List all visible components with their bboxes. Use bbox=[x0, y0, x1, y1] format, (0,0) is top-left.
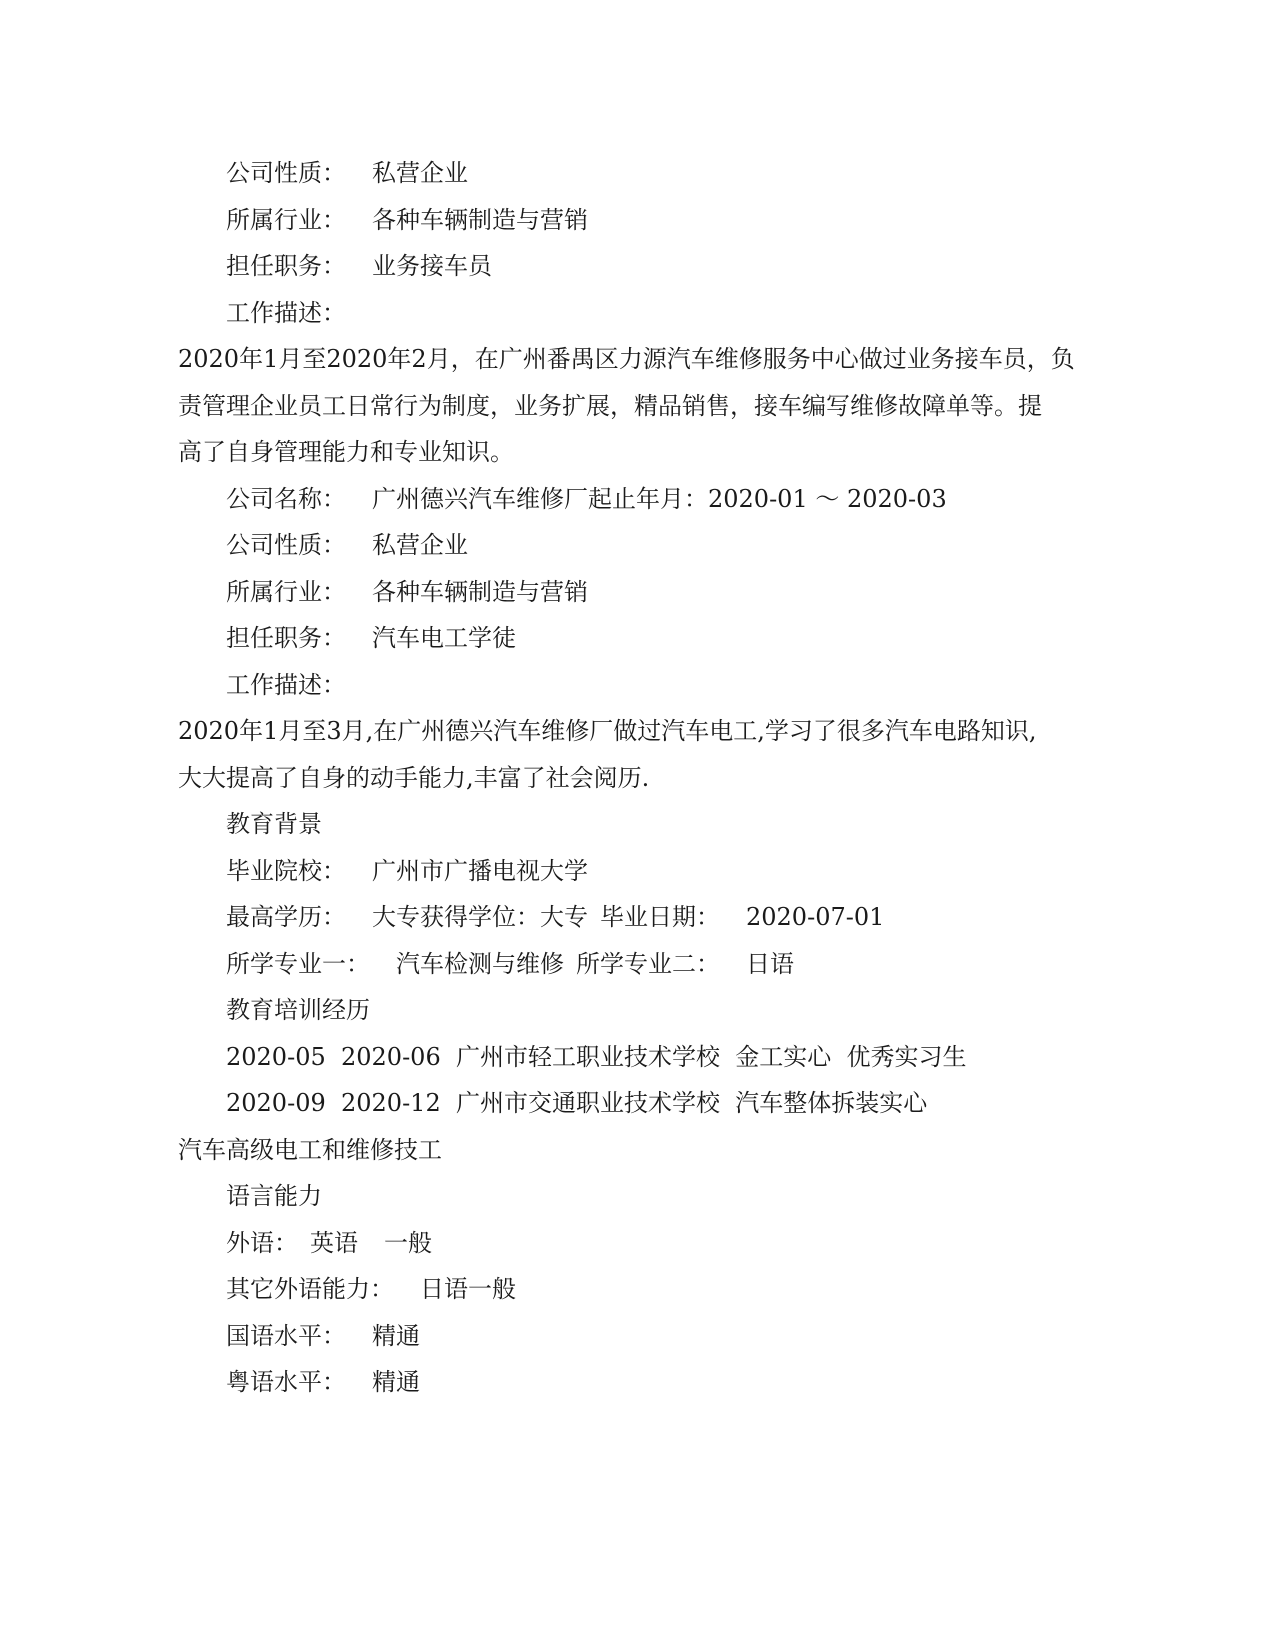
education-major1-label: 所学专业一： bbox=[226, 949, 370, 978]
job1-nature-value: 私营企业 bbox=[372, 159, 468, 187]
education-heading: 教育背景 bbox=[226, 810, 322, 838]
education-major-row bbox=[178, 941, 1058, 988]
job1-industry-label: 所属行业： bbox=[226, 205, 346, 234]
job2-nature-value: 私营企业 bbox=[372, 531, 468, 559]
language-mandarin-label: 国语水平： bbox=[226, 1321, 346, 1350]
job2-position-value: 汽车电工学徒 bbox=[372, 624, 516, 652]
job2-nature-label: 公司性质： bbox=[226, 531, 346, 559]
language-foreign-level: 一般 bbox=[384, 1228, 432, 1257]
job1-industry-row bbox=[178, 197, 1058, 244]
job2-industry-row bbox=[178, 569, 1058, 616]
job1-nature-row bbox=[178, 150, 1058, 197]
education-major2-value: 日语 bbox=[746, 949, 794, 978]
job2-company-label: 公司名称： bbox=[226, 484, 346, 513]
job2-desc-label: 工作描述： bbox=[226, 670, 346, 699]
language-foreign-label: 外语： bbox=[226, 1228, 298, 1257]
job1-desc-label: 工作描述： bbox=[226, 298, 346, 327]
education-grad-label: 毕业日期： bbox=[600, 903, 720, 931]
language-cantonese-label: 粤语水平： bbox=[226, 1368, 346, 1396]
job2-company-value: 广州德兴汽车维修厂起止年月：2020-01 ～ 2020-03 bbox=[372, 484, 947, 513]
job2-company-row bbox=[178, 476, 1058, 523]
job1-industry-value: 各种车辆制造与营销 bbox=[372, 205, 588, 234]
education-degree-label: 最高学历： bbox=[226, 903, 346, 931]
language-mandarin-row bbox=[178, 1313, 1058, 1360]
language-heading: 语言能力 bbox=[226, 1182, 322, 1210]
education-degree-row bbox=[178, 894, 1058, 941]
job2-industry-label: 所属行业： bbox=[226, 577, 346, 606]
job2-position-row bbox=[178, 615, 1058, 662]
training-continuation: 汽车高级电工和维修技工 bbox=[178, 1135, 442, 1164]
training-heading: 教育培训经历 bbox=[226, 996, 370, 1024]
language-other-value: 日语一般 bbox=[420, 1275, 516, 1303]
education-school-label: 毕业院校： bbox=[226, 856, 346, 885]
language-mandarin-value: 精通 bbox=[372, 1321, 420, 1350]
job1-position-value: 业务接车员 bbox=[372, 252, 492, 280]
education-degree-value: 大专获得学位：大专 bbox=[372, 903, 588, 931]
education-major1-value: 汽车检测与维修 bbox=[396, 949, 564, 978]
job2-industry-value: 各种车辆制造与营销 bbox=[372, 577, 588, 606]
language-other-label: 其它外语能力： bbox=[226, 1275, 394, 1303]
language-foreign-lang: 英语 bbox=[310, 1228, 358, 1257]
job1-position-row bbox=[178, 243, 1058, 290]
job2-desc-line: 大大提高了自身的动手能力,丰富了社会阅历. bbox=[178, 763, 650, 792]
language-other-row bbox=[178, 1266, 1058, 1313]
job1-desc-line: 高了自身管理能力和专业知识。 bbox=[178, 438, 514, 466]
job2-position-label: 担任职务： bbox=[226, 624, 346, 652]
training-entry: 2020-05 2020-06 广州市轻工职业技术学校 金工实心 优秀实习生 bbox=[226, 1042, 967, 1071]
job2-desc-line: 2020年1月至3月,在广州德兴汽车维修厂做过汽车电工,学习了很多汽车电路知识, bbox=[178, 717, 1037, 745]
job2-nature-row bbox=[178, 522, 1058, 569]
language-cantonese-row bbox=[178, 1359, 1058, 1406]
education-school-row bbox=[178, 848, 1058, 895]
training-entry: 2020-09 2020-12 广州市交通职业技术学校 汽车整体拆装实心 bbox=[226, 1089, 928, 1117]
resume-content bbox=[178, 150, 1075, 1406]
job1-position-label: 担任职务： bbox=[226, 252, 346, 280]
education-grad-value: 2020-07-01 bbox=[746, 903, 885, 931]
education-major2-label: 所学专业二： bbox=[576, 949, 720, 978]
language-cantonese-value: 精通 bbox=[372, 1368, 420, 1396]
job1-desc-line: 责管理企业员工日常行为制度，业务扩展，精品销售，接车编写维修故障单等。提 bbox=[178, 391, 1042, 420]
language-foreign-row bbox=[178, 1220, 1058, 1267]
job1-desc-line: 2020年1月至2020年2月，在广州番禺区力源汽车维修服务中心做过业务接车员，负 bbox=[178, 345, 1075, 373]
education-school-value: 广州市广播电视大学 bbox=[372, 856, 588, 885]
job1-nature-label: 公司性质： bbox=[226, 159, 346, 187]
